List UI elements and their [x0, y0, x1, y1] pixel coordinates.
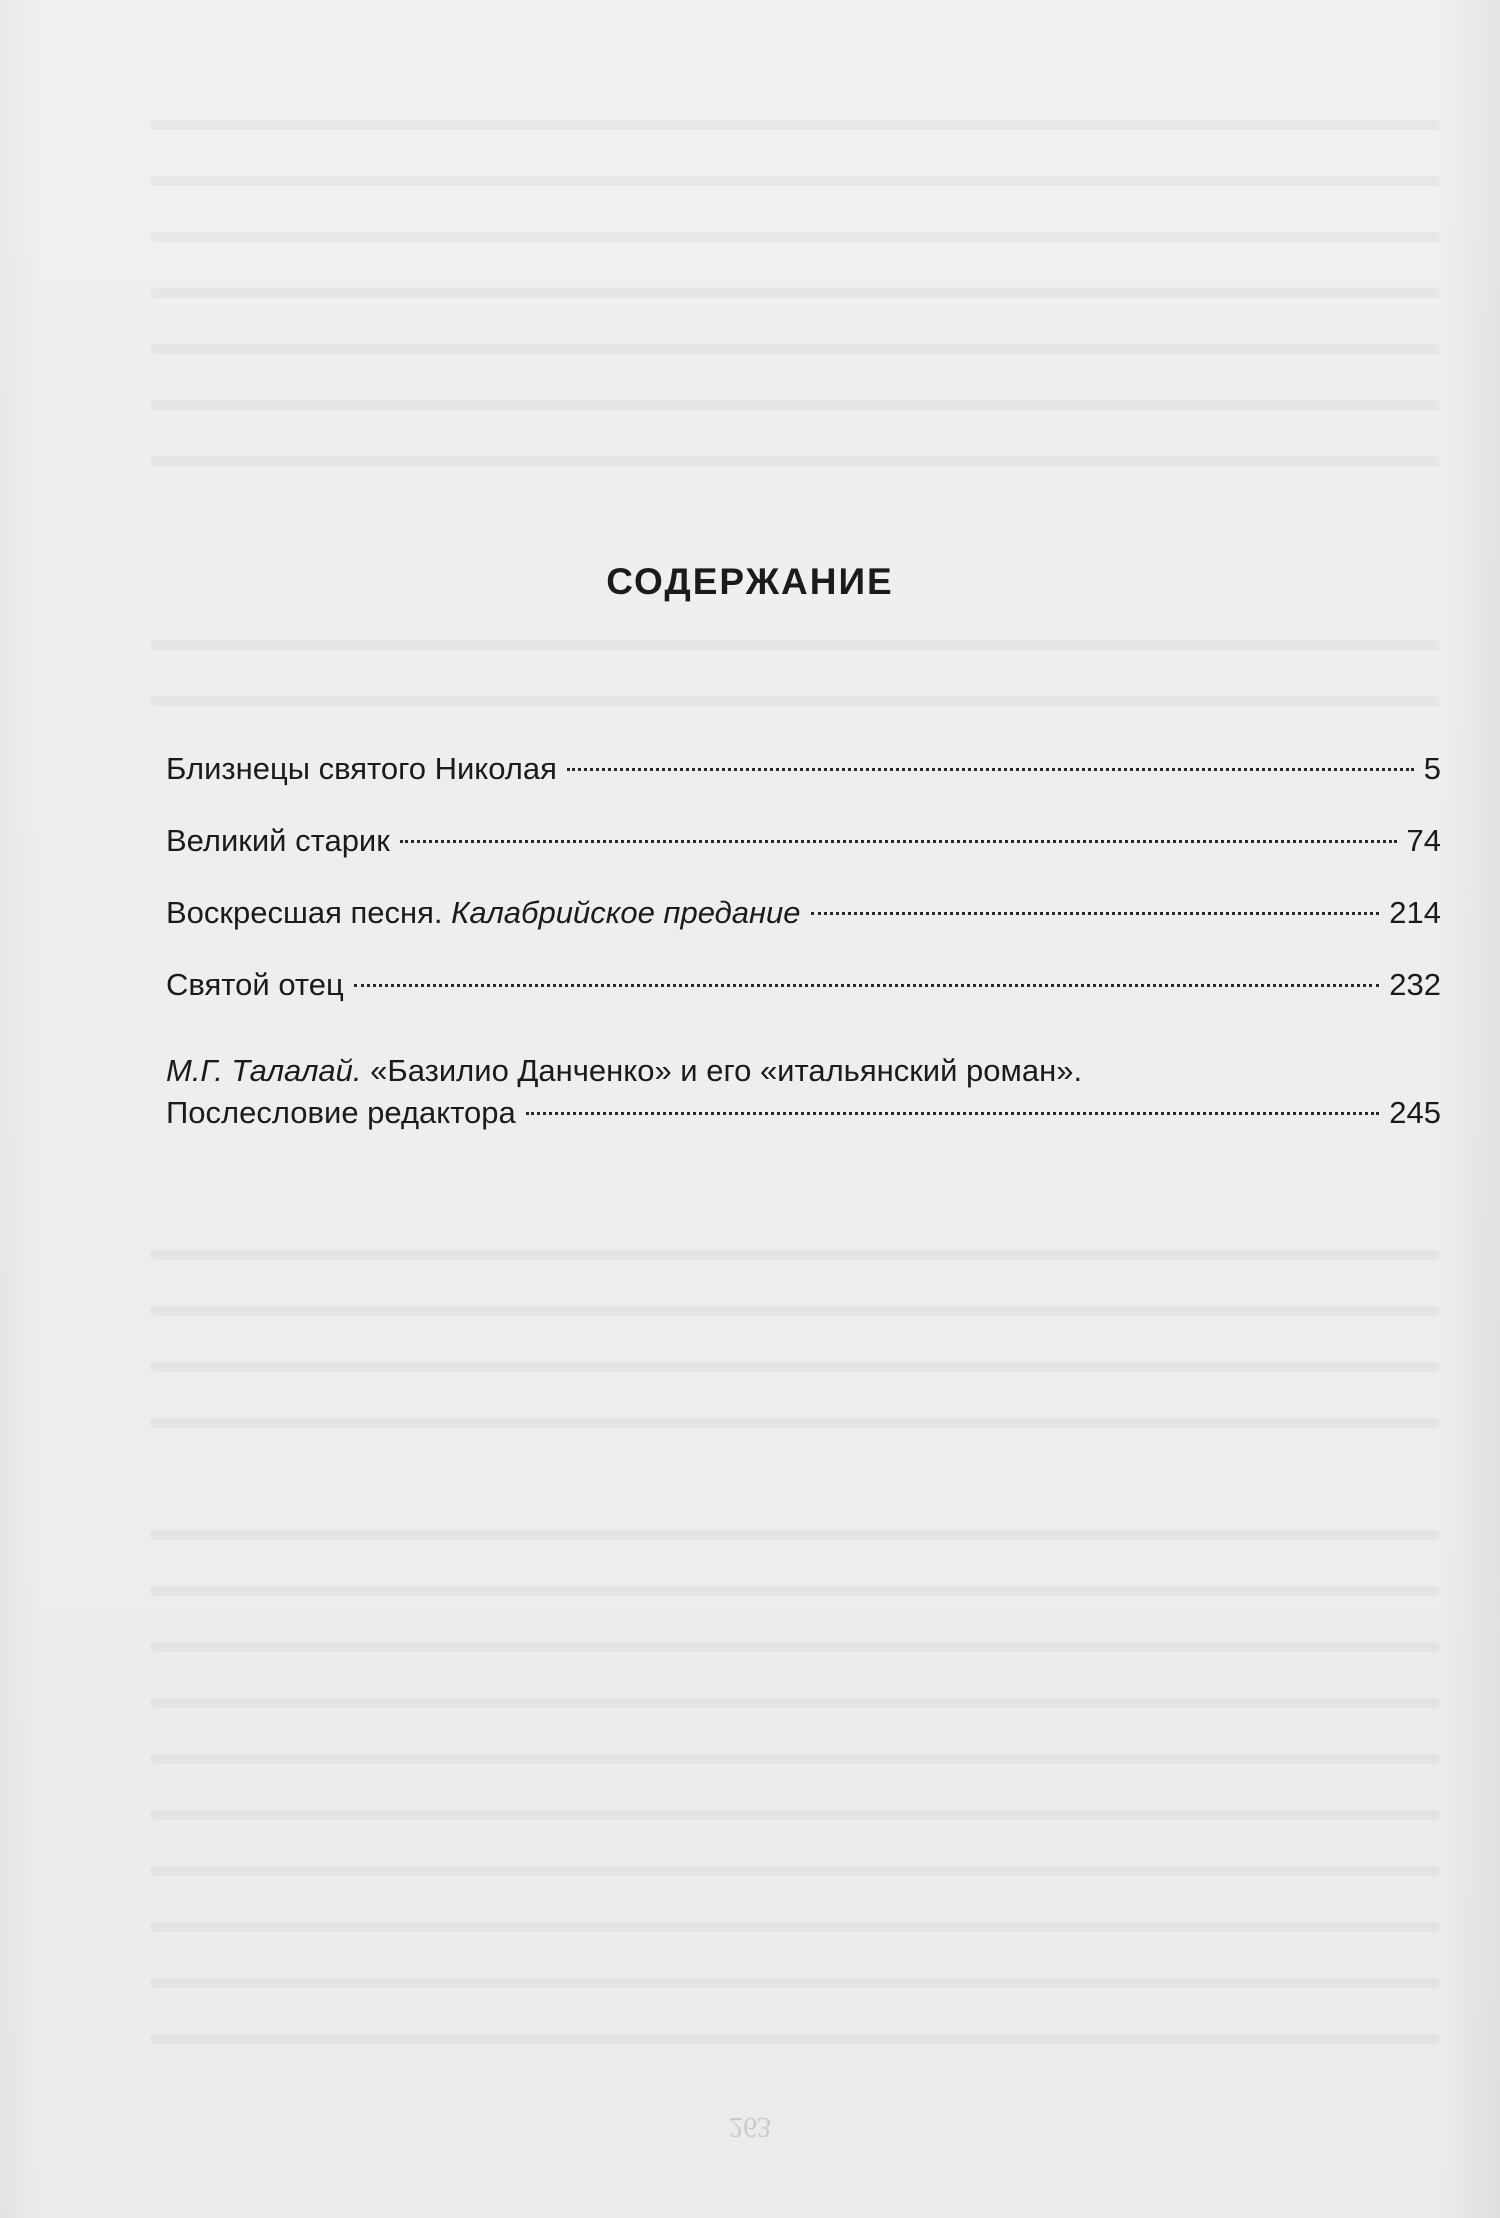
toc-entry-author: М.Г. Талалай.	[166, 1053, 362, 1088]
show-through-line	[150, 1530, 1440, 1540]
toc-entry-title: Воскресшая песня.	[166, 895, 443, 930]
toc-entry-title: Великий старик	[166, 823, 390, 858]
show-through-line	[150, 1418, 1440, 1428]
toc-entry-title: Близнецы святого Николая	[166, 751, 557, 786]
show-through-line	[150, 1250, 1440, 1260]
show-through-line	[150, 1978, 1440, 1988]
toc-entry[interactable]	[166, 964, 1441, 1006]
show-through-line	[150, 2034, 1440, 2044]
show-through-line	[150, 1810, 1440, 1820]
show-through-line	[150, 176, 1440, 186]
toc-entry[interactable]	[166, 748, 1441, 790]
toc-page-number: 74	[1406, 823, 1441, 858]
show-through-line	[150, 1306, 1440, 1316]
show-through-line	[150, 232, 1440, 242]
toc-page-number: 245	[1389, 1095, 1441, 1130]
dot-leader	[567, 768, 1414, 771]
show-through-page-number: 263	[729, 2111, 771, 2142]
dot-leader	[526, 1112, 1379, 1115]
toc-page-number: 214	[1389, 895, 1441, 930]
show-through-line	[150, 344, 1440, 354]
show-through-line	[150, 1642, 1440, 1652]
toc-page-number: 232	[1389, 967, 1441, 1002]
show-through-line	[150, 1922, 1440, 1932]
toc-entry-first-line	[166, 1050, 1441, 1092]
toc-entry[interactable]	[166, 892, 1441, 934]
show-through-line	[150, 696, 1440, 706]
show-through-line	[150, 1866, 1440, 1876]
show-through-line	[150, 400, 1440, 410]
show-through-line	[150, 120, 1440, 130]
dot-leader	[400, 840, 1397, 843]
show-through-line	[150, 1362, 1440, 1372]
show-through-line	[150, 1754, 1440, 1764]
toc-entry-title-group	[166, 892, 801, 934]
show-through-line	[150, 1586, 1440, 1596]
contents-heading: СОДЕРЖАНИЕ	[606, 560, 894, 602]
toc-entry[interactable]	[166, 820, 1441, 862]
dot-leader	[811, 912, 1380, 915]
show-through-line	[150, 1698, 1440, 1708]
table-of-contents	[166, 748, 1441, 1134]
toc-entry-title: «Базилио Данченко» и его «итальянский роман».	[370, 1053, 1083, 1088]
dot-leader	[354, 984, 1380, 987]
show-through-line	[150, 288, 1440, 298]
toc-page-number: 5	[1423, 751, 1441, 786]
toc-entry[interactable]	[166, 1050, 1441, 1134]
toc-entry-subtitle: Калабрийское предание	[451, 895, 801, 930]
show-through-line	[150, 640, 1440, 650]
toc-entry-title: Святой отец	[166, 967, 344, 1002]
toc-entry-second-line: Послесловие редактора	[166, 1095, 516, 1130]
show-through-line	[150, 456, 1440, 466]
